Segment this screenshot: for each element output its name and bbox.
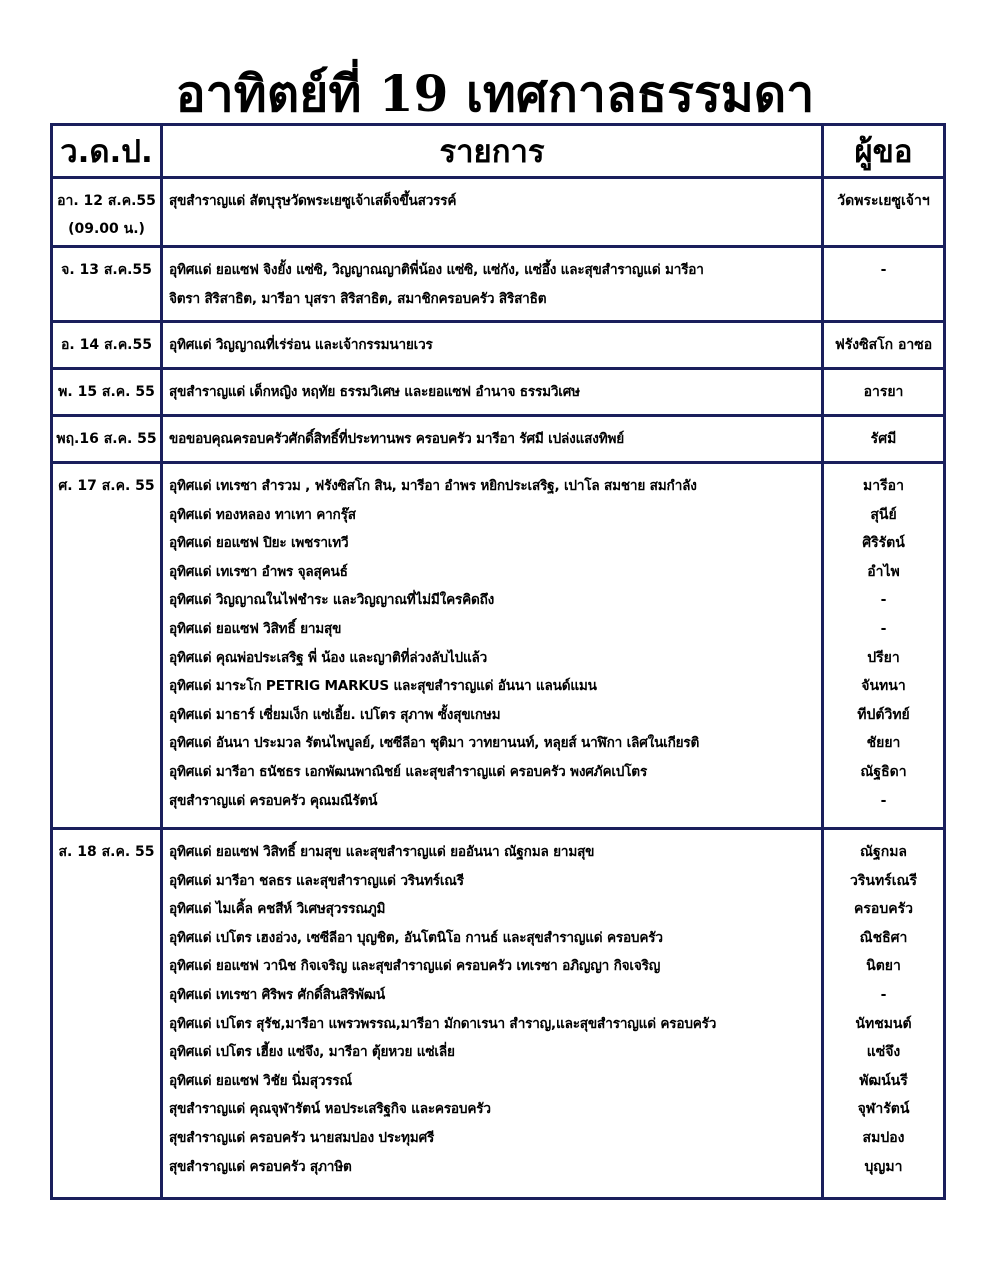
requester-name: สมปอง — [862, 1129, 905, 1146]
date-text: จ. 13 ส.ค.55 — [61, 262, 152, 278]
items-cell — [162, 247, 823, 322]
date-text: อา. 12 ส.ค.55 — [57, 193, 156, 209]
intention-text: สุขสำราญแด่ ครอบครัว คุณมณีรัตน์ — [169, 792, 378, 809]
intention-text: อุทิศแด่ คุณพ่อประเสริฐ พี่ น้อง และญาติที่ล่วงลับไปแล้ว — [169, 649, 488, 666]
requester-name: จันทนา — [861, 678, 906, 695]
intention-text: อุทิศแด่ มาธาร์ เซี่ยมเง็ก แซ่เอี้ย. เปโตร สุภาพ ซั้งสุขเกษม — [169, 706, 501, 723]
requester-cell — [823, 247, 945, 322]
items-cell — [162, 416, 823, 463]
intention-text: อุทิศแด่ เทเรซา สำรวม , ฟรังซิสโก สิน, มารีอา อำพร หยิกประเสริฐ, เปาโล สมชาย สมกำลัง — [169, 478, 697, 494]
requester-name: - — [880, 592, 887, 609]
table-row — [52, 178, 945, 247]
requester-name: ทีปต์วิทย์ — [857, 706, 910, 723]
intention-text: สุขสำราญแด่ ครอบครัว นายสมปอง ประทุมศรี — [169, 1129, 435, 1146]
table-header-row — [52, 125, 945, 178]
intention-text: อุทิศแด่ เปโตร เฮี้ยง แซ่จึง, มารีอา ตุ้ยหวย แซ่เลี่ย — [169, 1044, 455, 1061]
items-column-header: รายการ — [162, 125, 823, 178]
requester-cell — [823, 322, 945, 369]
intention-text: สุขสำราญแด่ ครอบครัว สุภาษิต — [169, 1158, 352, 1175]
requester-name: วัดพระเยซูเจ้าฯ — [837, 193, 930, 209]
intention-text: อุทิศแด่ เปโตร สุรัช,มารีอา แพรวพรรณ,มารีอา มักดาเรนา สำราญ,และสุขสำราญแด่ ครอบครัว — [169, 1015, 717, 1032]
intention-text: อุทิศแด่ ไมเคิ้ล คชสีห์ วิเศษสุวรรณภูมิ — [169, 901, 386, 918]
requester-name: - — [880, 986, 887, 1003]
items-cell — [162, 178, 823, 247]
intention-text: อุทิศแด่ มารีอา ธนัชธร เอกพัฒนพาณิชย์ และสุขสำราญแด่ ครอบครัว พงศภัคเปโตร — [169, 763, 648, 780]
table-row — [52, 416, 945, 463]
intention-text: อุทิศแด่ วิญญาณที่เร่ร่อน และเจ้ากรรมนายเวร — [169, 337, 433, 353]
intention-text: อุทิศแด่ มารีอา ชลธร และสุขสำราญแด่ วรินทร์เณรี — [169, 872, 464, 889]
requester-name: สุนีย์ — [870, 506, 897, 523]
date-text: อ. 14 ส.ค.55 — [61, 337, 152, 353]
requester-cell — [823, 178, 945, 247]
requester-name: ครอบครัว — [854, 901, 913, 918]
mass-intentions-table — [50, 123, 946, 1200]
date-cell — [52, 463, 162, 829]
date-column-header: ว.ด.ป. — [52, 125, 162, 178]
requester-name: ฟรังซิสโก อาซอ — [834, 337, 933, 353]
requester-name: ณิชธิศา — [859, 929, 908, 946]
intention-text: อุทิศแด่ อันนา ประมวล รัตนไพบูลย์, เซซีลีอา ชุติมา วาทยานนท์, หลุยส์ นาฬิกา เลิศในเกียรติ — [169, 735, 700, 752]
requester-name: พัฒน์นรี — [859, 1072, 908, 1089]
intention-text: อุทิศแด่ ทองหลอง ทาเทา คากรุ๊ส — [169, 506, 356, 523]
requester-cell — [823, 369, 945, 416]
items-cell — [162, 829, 823, 1199]
requester-name: แซ่จึง — [866, 1044, 901, 1061]
requester-cell — [823, 829, 945, 1199]
requester-name: ปรียา — [867, 649, 900, 666]
intention-text: อุทิศแด่ เปโตร เฮงอ่วง, เซซีลีอา บุญชิต, อันโตนิโอ กานธ์ และสุขสำราญแด่ ครอบครัว — [169, 929, 663, 946]
requester-name: อำไพ — [867, 563, 900, 580]
date-cell — [52, 416, 162, 463]
requester-name: - — [880, 262, 887, 278]
requester-name: ณัฐธิดา — [860, 763, 907, 780]
intention-text: สุขสำราญแด่ คุณจุฬารัตน์ หอประเสริฐกิจ และครอบครัว — [169, 1101, 491, 1118]
date-text: พฤ.16 ส.ค. 55 — [56, 431, 157, 447]
requester-name: อารยา — [863, 384, 904, 400]
intention-text: สุขสำราญแด่ สัตบุรุษวัดพระเยซูเจ้าเสด็จขึ้นสวรรค์ — [169, 193, 457, 209]
intention-text: จิตรา สิริสาธิต, มารีอา บุสรา สิริสาธิต, สมาชิกครอบครัว สิริสาธิต — [169, 290, 547, 307]
intention-text: อุทิศแด่ เทเรซา ศิริพร ศักดิ์สินสิริพัฒน์ — [169, 986, 385, 1003]
intention-text: อุทิศแด่ ยอแซฟ วิสิทธิ์ ยามสุข และสุขสำราญแด่ ยออันนา ณัฐกมล ยามสุข — [169, 844, 595, 860]
intention-text: สุขสำราญแด่ เด็กหญิง หฤทัย ธรรมวิเศษ และยอแซฟ อำนาจ ธรรมวิเศษ — [169, 384, 580, 400]
requester-name: บุญมา — [864, 1158, 903, 1175]
requester-name: วรินทร์เณรี — [850, 872, 917, 889]
items-cell — [162, 463, 823, 829]
requester-name: จุฬารัตน์ — [857, 1101, 910, 1118]
table-row — [52, 463, 945, 829]
intention-text: อุทิศแด่ ยอแซฟ จิงยั้ง แซ่ซิ, วิญญาณญาติพี่น้อง แซ่ซิ, แซ่กัง, แซ่อึ้ง และสุขสำราญแด่ มารีอา — [169, 262, 704, 278]
page-title: อาทิตย์ที่ 19 เทศกาลธรรมดา — [175, 64, 815, 123]
date-cell — [52, 369, 162, 416]
date-cell — [52, 178, 162, 247]
date-text: (09.00 น.) — [68, 221, 145, 237]
intention-text: อุทิศแด่ วิญญาณในไฟชำระ และวิญญาณที่ไม่มีใครคิดถึง — [169, 592, 495, 609]
requester-name: นิตยา — [866, 958, 901, 975]
intention-text: อุทิศแด่ ยอแซฟ วิสิทธิ์ ยามสุข — [169, 620, 342, 637]
requester-cell — [823, 416, 945, 463]
date-text: พ. 15 ส.ค. 55 — [58, 384, 155, 400]
requester-name: มารีอา — [863, 478, 904, 494]
date-cell — [52, 247, 162, 322]
items-cell — [162, 322, 823, 369]
requester-name: - — [880, 620, 887, 637]
table-row — [52, 247, 945, 322]
intention-text: อุทิศแด่ ยอแซฟ ปิยะ เพชราเทวี — [169, 535, 349, 552]
table-row — [52, 829, 945, 1199]
intention-text: อุทิศแด่ ยอแซฟ วิชัย นิ่มสุวรรณ์ — [169, 1072, 352, 1089]
table-row — [52, 322, 945, 369]
date-text: ศ. 17 ส.ค. 55 — [58, 478, 155, 494]
requester-column-header: ผู้ขอ — [823, 125, 945, 178]
date-text: ส. 18 ส.ค. 55 — [58, 844, 155, 860]
requester-name: - — [880, 792, 887, 809]
table-row — [52, 369, 945, 416]
intention-text: ขอขอบคุณครอบครัวศักดิ์สิทธิ์ที่ประทานพร ครอบครัว มารีอา รัศมี เปล่งแสงทิพย์ — [169, 431, 625, 447]
intention-text: อุทิศแด่ เทเรซา อำพร จุลสุคนธ์ — [169, 563, 348, 580]
date-cell — [52, 322, 162, 369]
requester-name: ชัยยา — [866, 735, 901, 752]
requester-name: รัศมี — [870, 431, 897, 447]
requester-name: นัทชมนต์ — [855, 1015, 912, 1032]
intention-text: อุทิศแด่ มาระโก PETRIG MARKUS และสุขสำราญแด่ อันนา แลนด์แมน — [169, 678, 597, 695]
requester-name: ศิริรัตน์ — [862, 535, 905, 552]
intention-text: อุทิศแด่ ยอแซฟ วานิช กิจเจริญ และสุขสำราญแด่ ครอบครัว เทเรซา อภิญญา กิจเจริญ — [169, 958, 661, 975]
requester-name: ณัฐกมล — [860, 844, 907, 860]
items-cell — [162, 369, 823, 416]
requester-cell — [823, 463, 945, 829]
date-cell — [52, 829, 162, 1199]
